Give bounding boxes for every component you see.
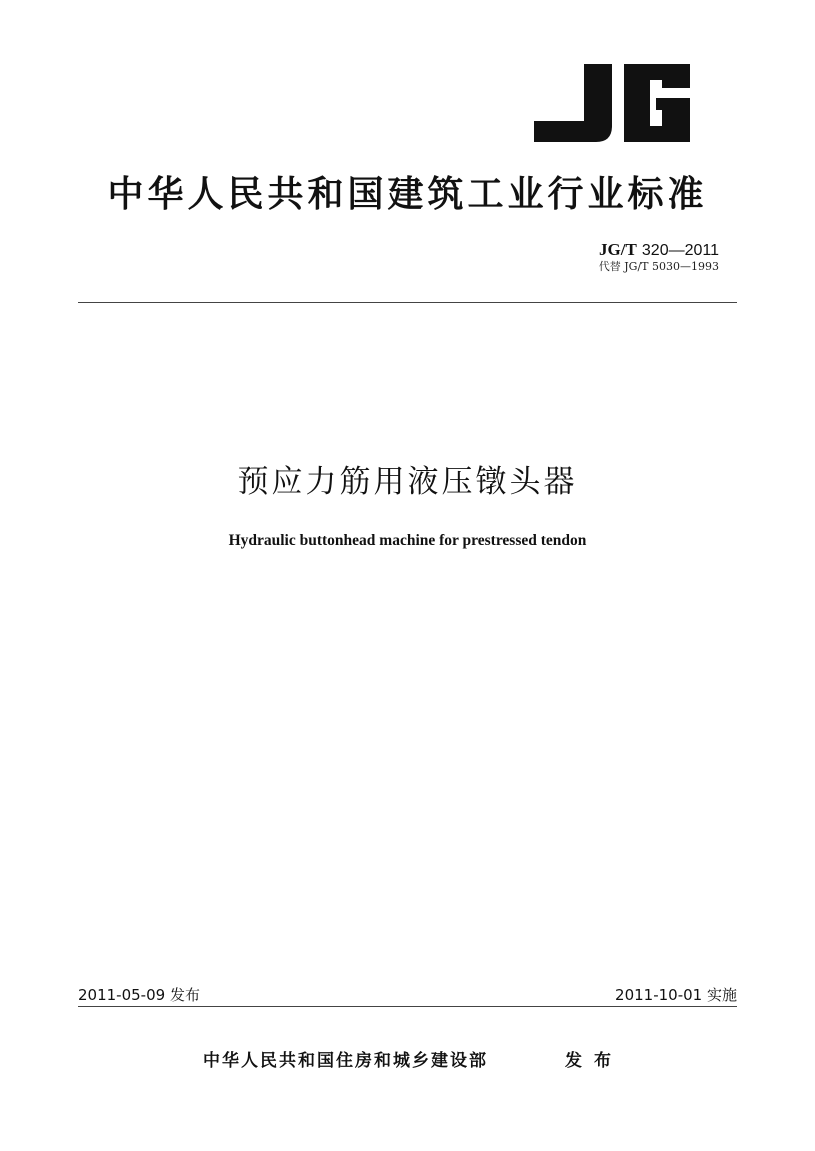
standard-number-value: 320—2011 bbox=[641, 242, 719, 259]
standard-code: JG/T bbox=[599, 240, 637, 259]
bottom-divider bbox=[78, 1006, 737, 1007]
replaces-standard: 代替 JG/T 5030—1993 bbox=[598, 260, 719, 273]
standard-number-block bbox=[599, 241, 719, 274]
document-title-english: Hydraulic buttonhead machine for prestressed tendon bbox=[228, 532, 587, 549]
top-divider bbox=[78, 302, 737, 303]
jg-logo-icon bbox=[534, 64, 692, 142]
implementation-date: 2011-10-01 实施 bbox=[615, 986, 737, 1004]
issuing-authority: 中华人民共和国住房和城乡建设部 bbox=[203, 1051, 488, 1071]
page-title: 中华人民共和国建筑工业行业标准 bbox=[107, 174, 708, 215]
document-title-chinese: 预应力筋用液压镦头器 bbox=[237, 464, 578, 500]
issuing-action: 发布 bbox=[565, 1051, 623, 1071]
issue-date: 2011-05-09 发布 bbox=[78, 986, 200, 1004]
standard-number bbox=[599, 241, 719, 260]
